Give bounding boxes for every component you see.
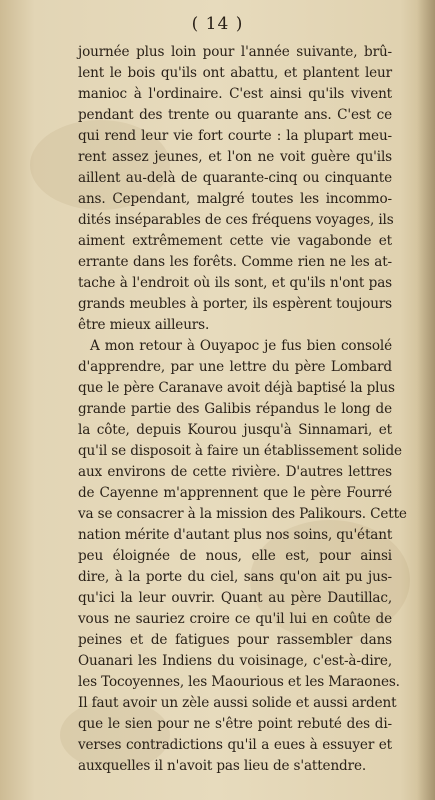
text-line: lent le bois qu'ils ont abattu, et plantent leur (78, 65, 392, 81)
text-line: nation mérite d'autant plus nos soins, qu'étant (78, 527, 393, 543)
text-line: pendant des trente ou quarante ans. C'est ce (78, 107, 392, 123)
text-line: verses contradictions qu'il a eues à essuyer et (78, 737, 392, 753)
text-line: les Tocoyennes, les Maourious et les Maraones. (78, 674, 400, 690)
text-line: manioc à l'ordinaire. C'est ainsi qu'ils vivent (78, 86, 392, 102)
text-line: Il faut avoir un zèle aussi solide et aussi ardent (78, 695, 397, 711)
body-text (78, 42, 407, 777)
text-line: peu éloignée de nous, elle est, pour ainsi (78, 548, 392, 564)
binding-shadow (417, 0, 435, 800)
text-line: que le père Caranave avoit déjà baptisé la plus (78, 380, 395, 396)
text-line: va se consacrer à la mission des Palikours. Cette (78, 506, 407, 522)
text-line: Ouanari les Indiens du voisinage, c'est-à-dire, (78, 653, 392, 669)
text-line: d'apprendre, par une lettre du père Lombard (78, 359, 392, 375)
text-line: vous ne sauriez croire ce qu'il lui en coûte de (78, 611, 392, 627)
text-line: tache à l'endroit où ils sont, et qu'ils n'ont pas (78, 275, 392, 291)
text-line: qu'il se disposoit à faire un établissement solide (78, 443, 402, 459)
text-line: aillent au-delà de quarante-cinq ou cinquante (78, 170, 392, 186)
text-line: la côte, depuis Kourou jusqu'à Sinnamari, et (78, 422, 392, 438)
text-line: dire, à la porte du ciel, sans qu'on ait pu jus- (78, 569, 392, 585)
text-line: de Cayenne m'apprennent que le père Fourré (78, 485, 392, 501)
text-line: qui rend leur vie fort courte : la plupart meu- (78, 128, 392, 144)
text-line: dités inséparables de ces fréquens voyages, ils (78, 212, 394, 228)
text-line: peines et de fatigues pour rassembler dans (78, 632, 392, 648)
text-line: ans. Cependant, malgré toutes les incommo- (78, 191, 392, 207)
text-line: que le sien pour ne s'être point rebuté des di- (78, 716, 392, 732)
text-line: rent assez jeunes, et l'on ne voit guère qu'ils (78, 149, 392, 165)
text-line: aiment extrêmement cette vie vagabonde et (78, 233, 392, 249)
text-line: A mon retour à Ouyapoc je fus bien consolé (90, 338, 392, 354)
text-line: auxquelles il n'avoit pas lieu de s'attendre. (78, 758, 367, 774)
text-line: être mieux ailleurs. (78, 317, 210, 333)
text-line: grands meubles à porter, ils espèrent toujours (78, 296, 392, 312)
page-number: ( 14 ) (191, 14, 244, 34)
text-line: grande partie des Galibis répandus le long de (78, 401, 392, 417)
text-line: journée plus loin pour l'année suivante, brû- (78, 44, 392, 60)
text-line: qu'ici la leur ouvrir. Quant au père Dautillac, (78, 590, 392, 606)
text-line: aux environs de cette rivière. D'autres lettres (78, 464, 392, 480)
text-line: errante dans les forêts. Comme rien ne les at- (78, 254, 392, 270)
